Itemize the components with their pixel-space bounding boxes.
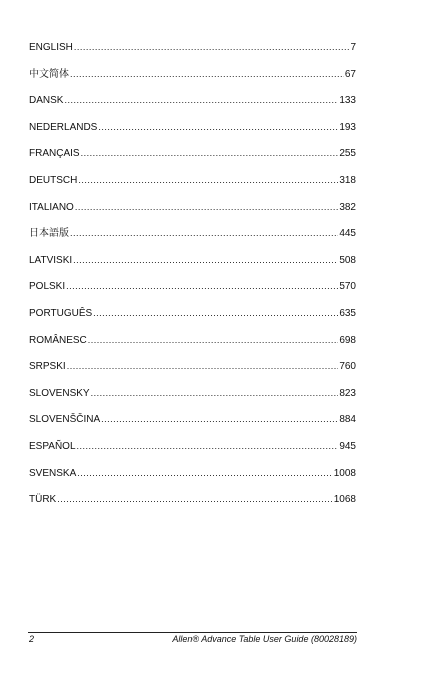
toc-entry-japanese[interactable]: [29, 227, 356, 254]
dot-leader: [67, 360, 339, 372]
dot-leader: [88, 334, 339, 346]
footer-page-number: 2: [29, 634, 35, 644]
toc-entry-label: PORTUGUÊS: [29, 307, 93, 319]
footer-document-title: Allen® Advance Table User Guide (80028189): [172, 634, 357, 644]
dot-leader: [66, 280, 338, 292]
toc-entry-dansk[interactable]: [29, 94, 356, 121]
toc-entry-slovensky[interactable]: [29, 387, 356, 414]
dot-leader: [77, 467, 333, 479]
toc-entry-turk[interactable]: [29, 493, 356, 520]
page-footer: [29, 634, 357, 645]
toc-entry-francais[interactable]: [29, 147, 356, 174]
toc-entry-portugues[interactable]: [29, 307, 356, 334]
toc-entry-latviski[interactable]: [29, 254, 356, 281]
table-of-contents: [29, 41, 356, 520]
toc-entry-page: 193: [339, 121, 356, 133]
dot-leader: [73, 254, 338, 266]
toc-entry-page: 760: [339, 361, 356, 373]
toc-entry-label: LATVISKI: [29, 254, 73, 266]
dot-leader: [98, 121, 338, 133]
toc-entry-label: ENGLISH: [29, 42, 73, 53]
toc-entry-page: 698: [339, 334, 356, 346]
toc-entry-page: 508: [339, 254, 356, 266]
dot-leader: [75, 201, 338, 213]
toc-entry-page: 884: [339, 414, 356, 426]
toc-entry-page: 318: [339, 174, 356, 186]
toc-entry-page: 635: [339, 307, 356, 319]
toc-entry-label: TÜRK: [29, 494, 57, 506]
toc-entry-label: ESPAÑOL: [29, 440, 76, 452]
dot-leader: [93, 307, 338, 319]
toc-entry-label: DEUTSCH: [29, 174, 78, 186]
toc-entry-page: 133: [339, 95, 356, 107]
dot-leader: [70, 68, 344, 80]
toc-entry-label: SRPSKI: [29, 361, 66, 373]
toc-entry-label: 中文简体: [29, 68, 69, 80]
toc-entry-page: 570: [339, 281, 356, 293]
dot-leader: [78, 174, 338, 186]
toc-entry-romanesc[interactable]: [29, 334, 356, 361]
toc-entry-page: 1068: [333, 494, 356, 506]
dot-leader: [74, 41, 350, 53]
toc-entry-label: SVENSKA: [29, 467, 77, 479]
toc-entry-label: DANSK: [29, 95, 64, 107]
dot-leader: [57, 493, 333, 505]
toc-entry-label: ROMÂNESC: [29, 334, 87, 346]
toc-entry-page: 7: [350, 42, 356, 53]
dot-leader: [91, 387, 339, 399]
toc-entry-label: ITALIANO: [29, 201, 74, 213]
toc-entry-srpski[interactable]: [29, 360, 356, 387]
toc-entry-espanol[interactable]: [29, 440, 356, 467]
toc-entry-english[interactable]: [29, 41, 356, 68]
dot-leader: [64, 94, 338, 106]
dot-leader: [101, 413, 338, 425]
toc-entry-label: SLOVENSKY: [29, 387, 90, 399]
dot-leader: [77, 440, 339, 452]
toc-entry-label: NEDERLANDS: [29, 121, 98, 133]
toc-entry-label: FRANÇAIS: [29, 148, 80, 160]
footer-divider: [28, 632, 357, 633]
toc-entry-page: 382: [339, 201, 356, 213]
toc-entry-page: 67: [344, 68, 356, 80]
toc-entry-nederlands[interactable]: [29, 121, 356, 148]
toc-entry-chinese-simplified[interactable]: [29, 68, 356, 95]
toc-entry-deutsch[interactable]: [29, 174, 356, 201]
toc-entry-page: 1008: [333, 467, 356, 479]
toc-entry-slovenscina[interactable]: [29, 413, 356, 440]
toc-entry-svenska[interactable]: [29, 467, 356, 494]
toc-entry-label: POLSKI: [29, 281, 66, 293]
toc-entry-page: 823: [339, 387, 356, 399]
toc-entry-italiano[interactable]: [29, 201, 356, 228]
toc-entry-page: 255: [339, 148, 356, 160]
dot-leader: [81, 147, 339, 159]
toc-entry-page: 445: [339, 228, 356, 240]
toc-entry-label: 日本語版: [29, 228, 69, 240]
dot-leader: [70, 227, 338, 239]
toc-entry-polski[interactable]: [29, 280, 356, 307]
toc-entry-label: SLOVENŠČINA: [29, 414, 101, 426]
toc-entry-page: 945: [339, 440, 356, 452]
